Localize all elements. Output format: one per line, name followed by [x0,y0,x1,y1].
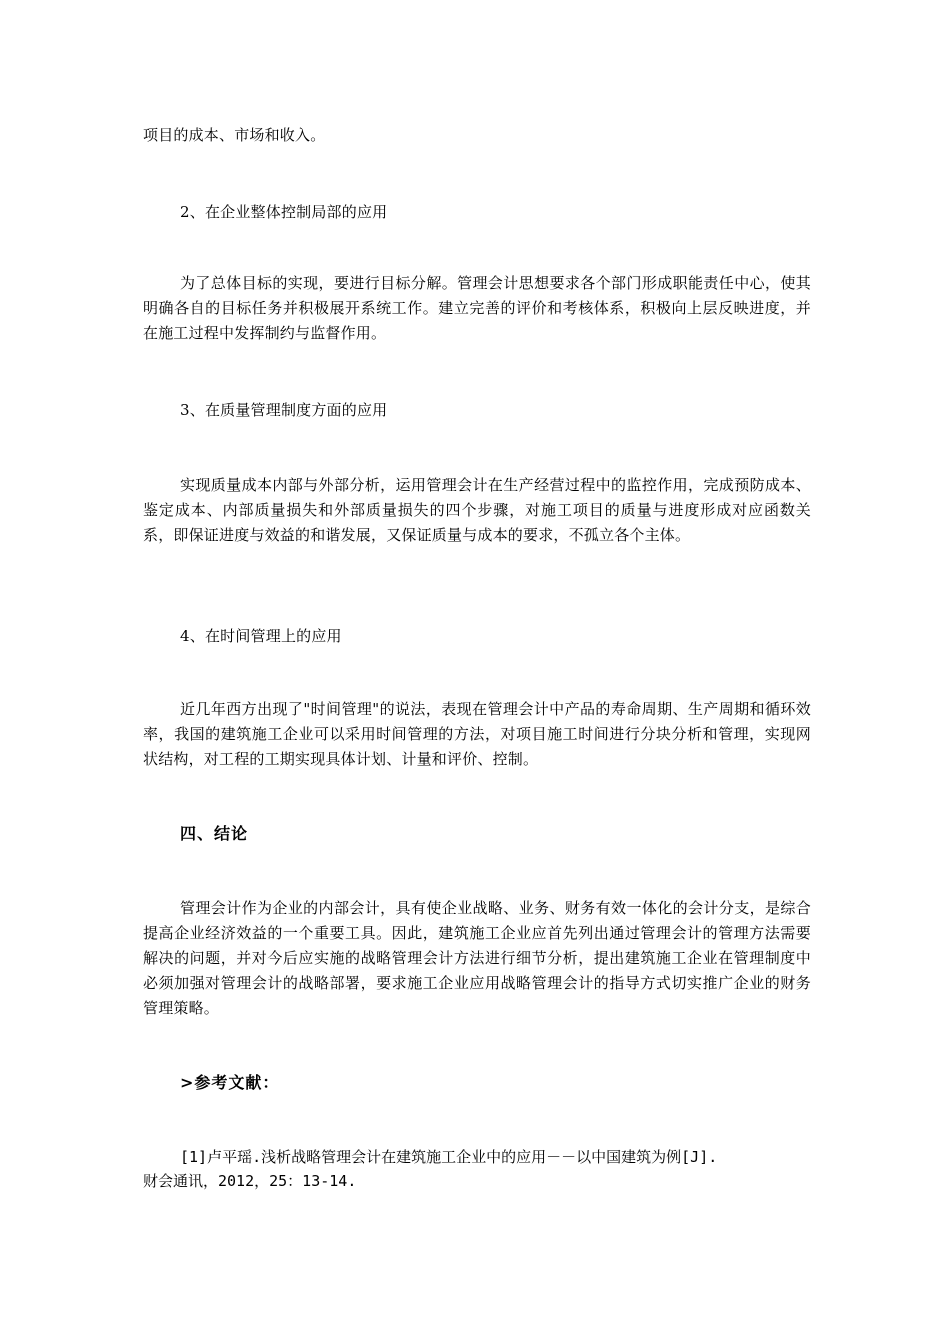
section-4-body: 近几年西方出现了"时间管理"的说法，表现在管理会计中产品的寿命周期、生产周期和循环效率，我国的建筑施工企业可以采用时间管理的方法，对项目施工时间进行分块分析和管理，实现网状结构，对工程的工期实现具体计划、计量和评价、控制。 [143,700,811,768]
section-4-title: 4、在时间管理上的应用 [180,627,342,645]
reference-1-line-2: 财会通讯，2012，25：13-14. [143,1172,357,1190]
section-3-body: 实现质量成本内部与外部分析，运用管理会计在生产经营过程中的监控作用，完成预防成本、鉴定成本、内部质量损失和外部质量损失的四个步骤，对施工项目的质量与进度形成对应函数关系，即保证进度与效益的和谐发展，又保证质量与成本的要求，不孤立各个主体。 [143,476,811,544]
reference-item [143,1145,811,1193]
intro-paragraph-tail: 项目的成本、市场和收入。 [143,126,326,144]
conclusion-body: 管理会计作为企业的内部会计，具有使企业战略、业务、财务有效一体化的会计分支，是综合提高企业经济效益的一个重要工具。因此，建筑施工企业应首先列出通过管理会计的管理方法需要解决的问题，并对今后应实施的战略管理会计方法进行细节分析，提出建筑施工企业在管理制度中必须加强对管理会计的战略部署，要求施工企业应用战略管理会计的指导方式切实推广企业的财务管理策略。 [143,899,811,1017]
reference-1-line-1: [1]卢平瑶.浅析战略管理会计在建筑施工企业中的应用－－以中国建筑为例[J]. [180,1148,718,1166]
references-heading: >参考文献： [180,1073,280,1092]
section-2-body: 为了总体目标的实现，要进行目标分解。管理会计思想要求各个部门形成职能责任中心，使其明确各自的目标任务并积极展开系统工作。建立完善的评价和考核体系，积极向上层反映进度，并在施工过程中发挥制约与监督作用。 [143,274,811,342]
section-3-title: 3、在质量管理制度方面的应用 [180,401,388,419]
conclusion-heading: 四、结论 [180,824,249,843]
section-2-title: 2、在企业整体控制局部的应用 [180,203,388,221]
